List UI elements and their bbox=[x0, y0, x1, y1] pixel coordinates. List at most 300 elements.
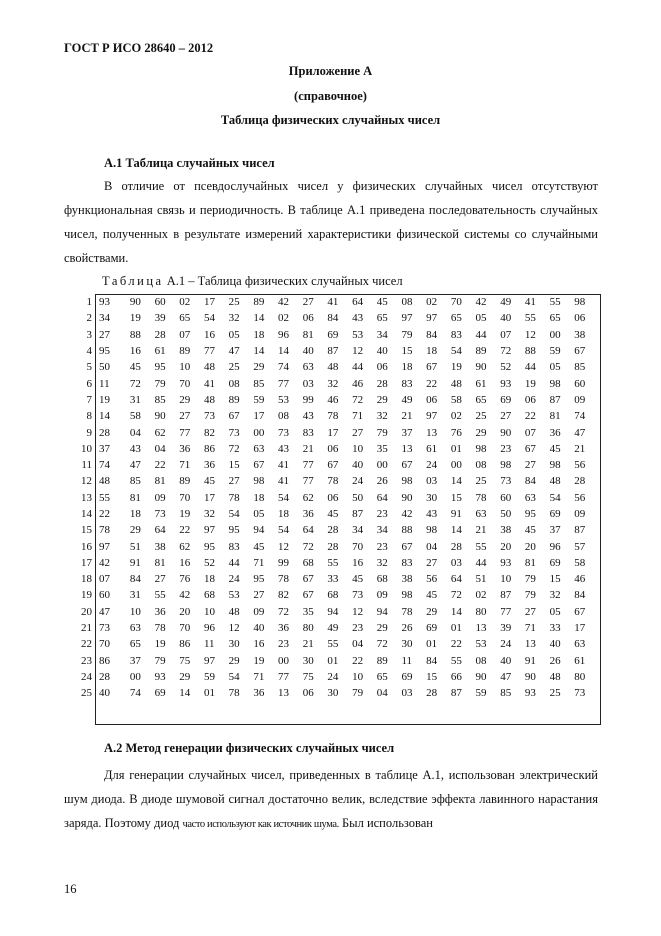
table-cell: 20 bbox=[524, 540, 536, 553]
table-cell: 73 bbox=[154, 508, 166, 520]
table-cell: 81 bbox=[154, 475, 166, 488]
table-cell: 17 bbox=[253, 410, 265, 423]
table-cell: 67 bbox=[302, 589, 314, 602]
table-cell: 45 bbox=[549, 442, 561, 455]
table-cell: 03 bbox=[401, 687, 413, 700]
table-cell: 68 bbox=[376, 573, 388, 586]
table-cell: 37 bbox=[129, 654, 141, 667]
table-cell: 18 bbox=[203, 573, 215, 586]
table-cell: 47 bbox=[500, 670, 512, 683]
table-cell: 72 bbox=[500, 345, 512, 358]
table-cell: 27 bbox=[426, 556, 438, 569]
table-row bbox=[66, 294, 599, 310]
table-cell: 05 bbox=[549, 361, 561, 374]
table-cell: 32 bbox=[549, 589, 561, 602]
table-cell: 24 bbox=[228, 573, 240, 586]
table-cell: 77 bbox=[500, 605, 512, 618]
table-cell: 95 bbox=[228, 524, 240, 537]
table-cell: 61 bbox=[574, 654, 586, 667]
table-cell: 65 bbox=[549, 312, 561, 325]
annex-title: Приложение А bbox=[288, 64, 373, 78]
row-number: 8 bbox=[86, 410, 92, 423]
table-cell: 41 bbox=[278, 475, 290, 488]
table-cell: 01 bbox=[450, 622, 462, 635]
table-cell: 45 bbox=[352, 573, 364, 586]
table-cell: 81 bbox=[524, 556, 536, 569]
row-number: 18 bbox=[81, 573, 92, 586]
table-cell: 20 bbox=[500, 540, 512, 553]
table-row bbox=[66, 636, 599, 652]
row-number: 10 bbox=[81, 442, 92, 455]
table-cell: 34 bbox=[376, 524, 388, 537]
table-cell: 73 bbox=[574, 687, 586, 700]
table-cell: 45 bbox=[129, 361, 141, 374]
table-cell: 21 bbox=[302, 638, 314, 651]
table-cell: 19 bbox=[154, 638, 166, 651]
table-cell: 90 bbox=[401, 491, 413, 504]
table-cell: 60 bbox=[500, 491, 512, 504]
table-cell: 63 bbox=[129, 622, 141, 635]
table-cell: 65 bbox=[179, 312, 191, 325]
table-cell: 42 bbox=[99, 556, 110, 569]
table-cell: 30 bbox=[426, 491, 438, 504]
table-cell: 49 bbox=[500, 296, 512, 309]
table-row bbox=[66, 457, 599, 473]
row-number: 3 bbox=[86, 328, 92, 341]
paragraph-text: В отличие от псевдослучайных чисел у физических случайных чисел отсутствуют функциональная связь и периодичность. В таблице А.1 приведена последовательность случайных чисел, полученных в результате измерений характеристики физической системы со случайными свойствами. bbox=[64, 179, 598, 265]
table-cell: 55 bbox=[524, 312, 536, 325]
row-number: 2 bbox=[86, 312, 92, 325]
table-cell: 74 bbox=[278, 361, 290, 374]
table-cell: 26 bbox=[401, 622, 413, 635]
table-cell: 86 bbox=[179, 638, 191, 651]
table-cell: 96 bbox=[203, 622, 215, 635]
table-cell: 36 bbox=[253, 687, 265, 700]
table-cell: 83 bbox=[450, 328, 462, 341]
table-cell: 00 bbox=[450, 459, 462, 472]
table-cell: 48 bbox=[327, 361, 339, 374]
table-cell: 73 bbox=[203, 410, 215, 423]
table-cell: 06 bbox=[327, 491, 339, 504]
table-cell: 18 bbox=[401, 361, 413, 374]
table-cell: 07 bbox=[500, 328, 512, 341]
table-cell: 74 bbox=[129, 687, 141, 700]
table-cell: 46 bbox=[574, 573, 586, 586]
table-cell: 06 bbox=[426, 393, 438, 406]
table-cell: 10 bbox=[500, 573, 512, 586]
table-cell: 44 bbox=[228, 556, 240, 569]
table-cell: 39 bbox=[154, 312, 166, 325]
table-cell: 29 bbox=[179, 670, 191, 683]
table-cell: 41 bbox=[203, 377, 215, 390]
table-cell: 48 bbox=[203, 393, 215, 406]
row-number: 14 bbox=[81, 508, 92, 520]
table-cell: 42 bbox=[179, 589, 191, 602]
table-cell: 98 bbox=[549, 459, 561, 472]
table-cell: 62 bbox=[302, 491, 314, 504]
table-cell: 24 bbox=[500, 638, 512, 651]
row-number: 9 bbox=[86, 426, 92, 439]
table-cell: 17 bbox=[203, 491, 215, 504]
table-cell: 67 bbox=[574, 605, 586, 618]
table-cell: 41 bbox=[278, 459, 290, 472]
table-cell: 15 bbox=[426, 670, 438, 683]
table-cell: 12 bbox=[278, 540, 290, 553]
row-number: 7 bbox=[86, 393, 92, 406]
table-cell: 67 bbox=[524, 442, 536, 455]
table-cell: 34 bbox=[376, 328, 388, 341]
table-caption bbox=[102, 274, 403, 289]
table-cell: 58 bbox=[129, 410, 141, 423]
table-cell: 98 bbox=[549, 377, 561, 390]
table-cell: 19 bbox=[179, 508, 191, 520]
table-cell: 01 bbox=[426, 638, 438, 651]
table-cell: 98 bbox=[500, 459, 512, 472]
table-cell: 07 bbox=[524, 426, 536, 439]
table-cell: 86 bbox=[99, 654, 110, 667]
table-row bbox=[66, 620, 599, 636]
table-cell: 43 bbox=[352, 312, 364, 325]
table-cell: 27 bbox=[524, 605, 536, 618]
table-cell: 05 bbox=[475, 312, 487, 325]
table-cell: 83 bbox=[401, 377, 413, 390]
table-cell: 72 bbox=[129, 377, 141, 390]
table-cell: 29 bbox=[376, 393, 388, 406]
row-number: 5 bbox=[86, 361, 92, 374]
table-cell: 84 bbox=[327, 312, 339, 325]
table-cell: 47 bbox=[129, 459, 141, 472]
table-cell: 16 bbox=[129, 345, 141, 358]
table-cell: 58 bbox=[450, 393, 462, 406]
table-cell: 59 bbox=[549, 345, 561, 358]
table-cell: 14 bbox=[450, 605, 462, 618]
table-cell: 40 bbox=[253, 622, 265, 635]
table-cell: 91 bbox=[129, 556, 141, 569]
table-cell: 16 bbox=[203, 328, 215, 341]
table-cell: 29 bbox=[475, 426, 487, 439]
table-cell: 55 bbox=[450, 654, 462, 667]
table-cell: 49 bbox=[327, 622, 339, 635]
table-cell: 95 bbox=[154, 361, 166, 374]
table-cell: 54 bbox=[278, 524, 290, 537]
table-cell: 28 bbox=[154, 328, 166, 341]
table-row bbox=[66, 392, 599, 408]
table-cell: 86 bbox=[203, 442, 215, 455]
table-cell: 48 bbox=[228, 605, 240, 618]
table-cell: 25 bbox=[228, 296, 240, 309]
table-cell: 30 bbox=[327, 687, 339, 700]
table-cell: 89 bbox=[179, 345, 191, 358]
table-cell: 69 bbox=[426, 622, 438, 635]
table-cell: 73 bbox=[228, 426, 240, 439]
table-cell: 18 bbox=[426, 345, 438, 358]
table-cell: 13 bbox=[426, 426, 438, 439]
table-cell: 88 bbox=[129, 328, 141, 341]
table-cell: 59 bbox=[475, 687, 487, 700]
table-cell: 72 bbox=[228, 442, 240, 455]
row-number: 11 bbox=[81, 459, 92, 472]
table-cell: 87 bbox=[352, 508, 364, 520]
table-cell: 56 bbox=[574, 491, 586, 504]
table-cell: 89 bbox=[253, 296, 265, 309]
table-cell: 72 bbox=[302, 540, 314, 553]
table-cell: 32 bbox=[228, 312, 240, 325]
table-cell: 67 bbox=[327, 459, 339, 472]
table-cell: 08 bbox=[475, 654, 487, 667]
table-cell: 23 bbox=[352, 622, 364, 635]
table-cell: 82 bbox=[278, 589, 290, 602]
table-row bbox=[66, 571, 599, 587]
table-cell: 65 bbox=[376, 312, 388, 325]
table-cell: 27 bbox=[228, 475, 240, 488]
table-cell: 18 bbox=[278, 508, 290, 520]
table-cell: 79 bbox=[524, 589, 536, 602]
table-cell: 02 bbox=[426, 296, 438, 309]
table-cell: 77 bbox=[302, 459, 314, 472]
table-cell: 84 bbox=[426, 328, 438, 341]
table-cell: 00 bbox=[376, 459, 388, 472]
table-cell: 32 bbox=[376, 410, 388, 423]
table-cell: 70 bbox=[352, 540, 364, 553]
table-caption-label: Таблица bbox=[102, 274, 164, 288]
paragraph-text-start: Для генерации случайных чисел, приведенных в таблице А.1, использован электрический шум диода. В диоде шумовой сигнал достаточно велик, вследствие эффекта лавинного нарастания заряда. Поэтому диод bbox=[64, 768, 598, 830]
table-cell: 36 bbox=[278, 622, 290, 635]
table-cell: 97 bbox=[203, 524, 215, 537]
table-cell: 36 bbox=[549, 426, 561, 439]
table-cell: 01 bbox=[327, 654, 339, 667]
table-cell: 98 bbox=[426, 524, 438, 537]
table-cell: 51 bbox=[475, 573, 487, 586]
table-cell: 00 bbox=[129, 670, 141, 683]
table-cell: 47 bbox=[574, 426, 586, 439]
table-cell: 90 bbox=[475, 670, 487, 683]
table-cell: 95 bbox=[524, 508, 536, 520]
table-cell: 30 bbox=[228, 638, 240, 651]
table-cell: 36 bbox=[302, 508, 314, 520]
table-cell: 48 bbox=[549, 475, 561, 488]
table-cell: 04 bbox=[426, 540, 438, 553]
table-cell: 02 bbox=[278, 312, 290, 325]
table-cell: 81 bbox=[154, 556, 166, 569]
table-cell: 64 bbox=[154, 524, 166, 537]
table-cell: 93 bbox=[500, 556, 512, 569]
table-cell: 09 bbox=[376, 589, 388, 602]
table-cell: 61 bbox=[154, 345, 166, 358]
table-cell: 60 bbox=[574, 377, 586, 390]
table-cell: 88 bbox=[401, 524, 413, 537]
table-caption-text: А.1 – Таблица физических случайных чисел bbox=[163, 274, 403, 288]
table-cell: 62 bbox=[154, 426, 166, 439]
table-cell: 27 bbox=[524, 459, 536, 472]
table-cell: 65 bbox=[475, 393, 487, 406]
table-cell: 93 bbox=[99, 296, 110, 309]
table-cell: 22 bbox=[99, 508, 110, 520]
table-cell: 22 bbox=[154, 459, 166, 472]
table-cell: 00 bbox=[278, 654, 290, 667]
table-cell: 18 bbox=[253, 328, 265, 341]
row-number: 17 bbox=[81, 556, 92, 569]
table-cell: 85 bbox=[574, 361, 586, 374]
table-cell: 22 bbox=[524, 410, 536, 423]
table-cell: 38 bbox=[574, 328, 586, 341]
table-cell: 28 bbox=[426, 687, 438, 700]
table-cell: 71 bbox=[524, 622, 536, 635]
table-cell: 79 bbox=[352, 687, 364, 700]
table-cell: 72 bbox=[450, 589, 462, 602]
table-cell: 38 bbox=[401, 573, 413, 586]
table-cell: 65 bbox=[376, 670, 388, 683]
table-row bbox=[66, 587, 599, 603]
table-cell: 63 bbox=[524, 491, 536, 504]
table-cell: 79 bbox=[154, 654, 166, 667]
table-cell: 40 bbox=[500, 654, 512, 667]
table-cell: 79 bbox=[524, 573, 536, 586]
annex-subtitle: Таблица физических случайных чисел bbox=[220, 113, 441, 127]
table-cell: 07 bbox=[99, 573, 110, 586]
table-cell: 28 bbox=[99, 670, 110, 683]
table-cell: 69 bbox=[327, 328, 339, 341]
table-cell: 09 bbox=[253, 605, 265, 618]
table-row bbox=[66, 538, 599, 554]
table-cell: 43 bbox=[129, 442, 141, 455]
table-cell: 76 bbox=[179, 573, 191, 586]
table-cell: 13 bbox=[475, 622, 487, 635]
annex-type: (справочное) bbox=[294, 89, 367, 103]
table-cell: 48 bbox=[549, 670, 561, 683]
table-cell: 61 bbox=[426, 442, 438, 455]
table-cell: 34 bbox=[99, 312, 110, 325]
table-cell: 61 bbox=[475, 377, 487, 390]
table-cell: 43 bbox=[278, 442, 290, 455]
table-cell: 45 bbox=[376, 296, 388, 309]
table-cell: 36 bbox=[179, 442, 191, 455]
table-cell: 55 bbox=[549, 296, 561, 309]
table-cell: 93 bbox=[524, 687, 536, 700]
table-cell: 81 bbox=[302, 328, 314, 341]
table-cell: 78 bbox=[327, 410, 339, 423]
table-cell: 45 bbox=[203, 475, 215, 488]
table-cell: 48 bbox=[203, 361, 215, 374]
table-cell: 40 bbox=[99, 687, 110, 700]
table-cell: 78 bbox=[475, 491, 487, 504]
table-cell: 83 bbox=[302, 426, 314, 439]
table-cell: 53 bbox=[278, 393, 290, 406]
table-cell: 15 bbox=[401, 345, 413, 358]
table-cell: 85 bbox=[154, 393, 166, 406]
table-cell: 29 bbox=[228, 654, 240, 667]
table-cell: 96 bbox=[549, 540, 561, 553]
random-numbers-table bbox=[66, 294, 599, 701]
table-cell: 17 bbox=[203, 296, 215, 309]
table-cell: 77 bbox=[278, 670, 290, 683]
table-cell: 97 bbox=[203, 654, 215, 667]
table-cell: 01 bbox=[203, 687, 215, 700]
table-cell: 88 bbox=[524, 345, 536, 358]
table-cell: 64 bbox=[450, 573, 462, 586]
table-cell: 31 bbox=[129, 589, 141, 602]
table-cell: 44 bbox=[352, 361, 364, 374]
table-cell: 29 bbox=[253, 361, 265, 374]
table-cell: 78 bbox=[327, 475, 339, 488]
row-number: 15 bbox=[81, 524, 92, 537]
table-cell: 22 bbox=[352, 654, 364, 667]
table-cell: 77 bbox=[278, 377, 290, 390]
table-cell: 70 bbox=[179, 491, 191, 504]
table-row bbox=[66, 327, 599, 343]
table-cell: 59 bbox=[203, 670, 215, 683]
table-cell: 23 bbox=[376, 540, 388, 553]
table-cell: 73 bbox=[352, 589, 364, 602]
table-cell: 08 bbox=[475, 459, 487, 472]
table-cell: 25 bbox=[549, 687, 561, 700]
table-cell: 14 bbox=[450, 524, 462, 537]
table-cell: 72 bbox=[278, 605, 290, 618]
table-cell: 73 bbox=[278, 426, 290, 439]
table-cell: 98 bbox=[401, 589, 413, 602]
table-cell: 16 bbox=[253, 638, 265, 651]
table-cell: 60 bbox=[99, 589, 110, 602]
table-cell: 69 bbox=[154, 687, 166, 700]
table-cell: 05 bbox=[549, 605, 561, 618]
table-cell: 12 bbox=[228, 622, 240, 635]
table-cell: 08 bbox=[401, 296, 413, 309]
table-cell: 82 bbox=[203, 426, 215, 439]
table-cell: 45 bbox=[524, 524, 536, 537]
table-cell: 77 bbox=[302, 475, 314, 488]
table-cell: 01 bbox=[450, 442, 462, 455]
table-cell: 81 bbox=[549, 410, 561, 423]
table-cell: 06 bbox=[302, 312, 314, 325]
paragraph-text-small: часто используют как источник шума. bbox=[182, 819, 339, 830]
table-cell: 27 bbox=[179, 410, 191, 423]
table-cell: 37 bbox=[99, 442, 110, 455]
table-cell: 17 bbox=[327, 426, 339, 439]
table-cell: 73 bbox=[500, 475, 512, 488]
table-cell: 15 bbox=[549, 573, 561, 586]
table-cell: 43 bbox=[302, 410, 314, 423]
table-cell: 54 bbox=[203, 312, 215, 325]
table-cell: 95 bbox=[253, 573, 265, 586]
table-cell: 79 bbox=[154, 377, 166, 390]
table-cell: 99 bbox=[302, 393, 314, 406]
table-cell: 11 bbox=[99, 377, 110, 390]
table-cell: 87 bbox=[450, 687, 462, 700]
table-cell: 08 bbox=[228, 377, 240, 390]
table-row bbox=[66, 506, 599, 522]
table-cell: 78 bbox=[228, 687, 240, 700]
table-cell: 90 bbox=[129, 296, 141, 309]
table-cell: 71 bbox=[179, 459, 191, 472]
table-cell: 42 bbox=[401, 508, 413, 520]
row-number: 1 bbox=[86, 296, 92, 309]
table-cell: 53 bbox=[475, 638, 487, 651]
table-cell: 95 bbox=[203, 540, 215, 553]
table-cell: 55 bbox=[154, 589, 166, 602]
table-row bbox=[66, 669, 599, 685]
table-cell: 69 bbox=[549, 508, 561, 520]
table-cell: 91 bbox=[450, 508, 462, 520]
table-cell: 08 bbox=[278, 410, 290, 423]
table-cell: 59 bbox=[253, 393, 265, 406]
table-cell: 10 bbox=[129, 605, 141, 618]
row-number: 16 bbox=[81, 540, 92, 553]
table-cell: 69 bbox=[500, 393, 512, 406]
table-cell: 74 bbox=[574, 410, 586, 423]
table-cell: 65 bbox=[450, 312, 462, 325]
table-cell: 55 bbox=[327, 638, 339, 651]
table-cell: 65 bbox=[129, 638, 141, 651]
table-cell: 87 bbox=[327, 345, 339, 358]
